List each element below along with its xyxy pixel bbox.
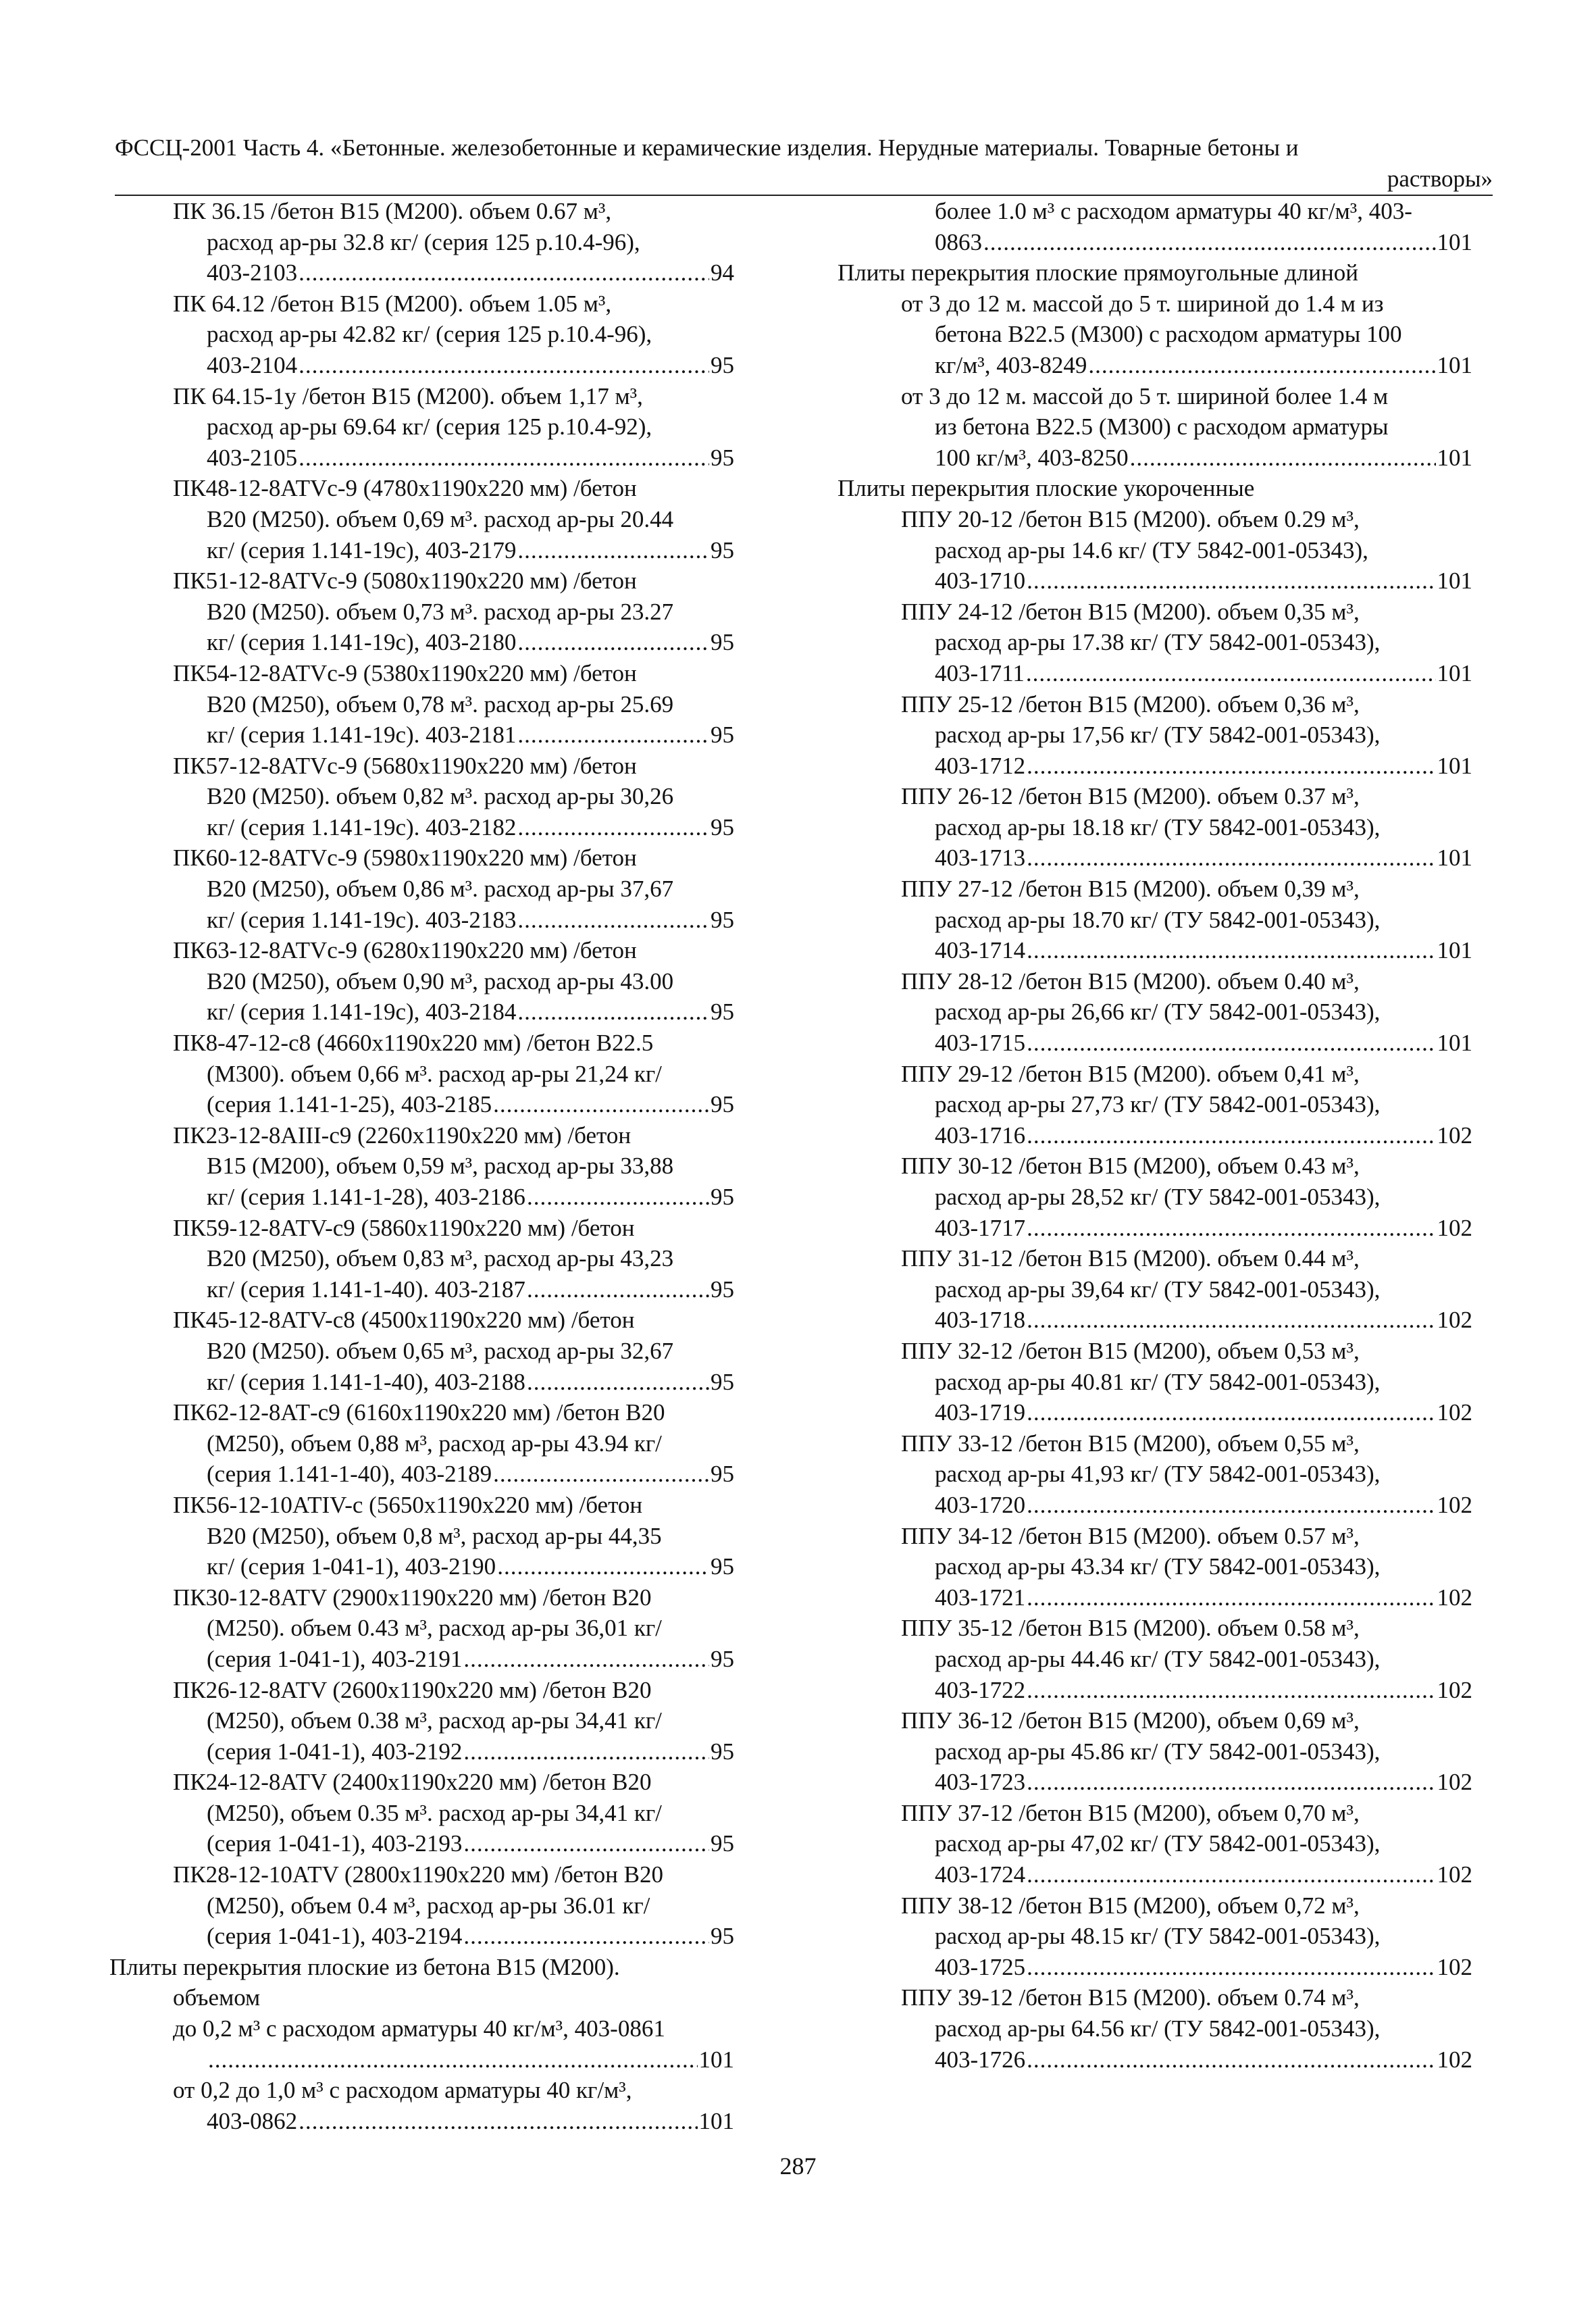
entry-text-line: ПК63-12-8АТVс-9 (6280х1190х220 мм) /бетон <box>173 937 637 964</box>
page-ref: 101 <box>1437 351 1472 378</box>
entry-code: кг/ (серия 1.141-19с), 403-2184 <box>207 999 517 1026</box>
index-entry <box>109 1490 734 1582</box>
header-line-2: растворы» <box>1387 166 1493 192</box>
dot-leader <box>1130 443 1436 474</box>
page-ref: 101 <box>698 2107 734 2134</box>
entry-code: кг/ (серия 1.141-19с). 403-2182 <box>207 813 517 840</box>
entry-text-line: ПК 64.15-1у /бетон В15 (М200). объем 1,17 м³, <box>173 382 643 409</box>
entry-text-line: из бетона В22.5 (М300) с расходом арматуры <box>935 413 1389 441</box>
entry-tail-row <box>838 1490 1472 1521</box>
entry-tail-row <box>109 1551 734 1582</box>
dot-leader <box>493 1089 709 1120</box>
page-ref: 95 <box>711 906 734 933</box>
entry-text-line: В20 (М250), объем 0,78 м³. расход ар-ры 25.69 <box>207 690 674 718</box>
entry-tail-row <box>838 1305 1472 1336</box>
page-ref: 101 <box>698 2046 734 2073</box>
index-entry <box>838 1428 1472 1521</box>
page-ref: 101 <box>1437 1030 1472 1057</box>
index-entry <box>838 1521 1472 1613</box>
entry-tail-row <box>838 1675 1472 1706</box>
entry-text-line: ПК 64.12 /бетон В15 (М200). объем 1.05 м³, <box>173 290 612 317</box>
entry-code: 403-1719 <box>935 1399 1026 1426</box>
entry-text-line: ППУ 29-12 /бетон В15 (М200). объем 0,41 м³, <box>901 1060 1360 1087</box>
index-entry <box>109 1397 734 1490</box>
entry-code: 100 кг/м³, 403-8250 <box>935 444 1129 471</box>
entry-code: 403-2105 <box>207 444 298 471</box>
entry-code: 403-0862 <box>207 2107 298 2134</box>
dot-leader <box>1027 1120 1435 1151</box>
index-entry <box>109 288 734 381</box>
entry-text-line: ППУ 20-12 /бетон В15 (М200). объем 0.29 м³, <box>901 505 1360 532</box>
page-ref: 95 <box>711 1184 734 1210</box>
entry-text-line: расход ар-ры 45.86 кг/ (ТУ 5842-001-05343), <box>935 1738 1381 1765</box>
dot-leader <box>463 1921 709 1952</box>
page-ref: 94 <box>711 259 734 286</box>
page-ref: 95 <box>711 1276 734 1303</box>
index-entry <box>109 1213 734 1305</box>
entry-text-line: расход ар-ры 17,56 кг/ (ТУ 5842-001-05343), <box>935 722 1381 749</box>
entry-text-line: В20 (М250), объем 0,83 м³, расход ар-ры 43,23 <box>207 1245 674 1272</box>
entry-tail-row <box>109 2106 734 2137</box>
entry-text-line: расход ар-ры 18.18 кг/ (ТУ 5842-001-05343), <box>935 813 1381 840</box>
entry-text-line: от 3 до 12 м. массой до 5 т. шириной до 1.4 м из <box>901 290 1384 317</box>
page-ref: 102 <box>1437 1399 1472 1426</box>
entry-tail-row <box>838 1859 1472 1890</box>
entry-code: 403-1724 <box>935 1861 1026 1888</box>
group-heading-line: Плиты перекрытия плоские прямоугольные длиной <box>838 259 1358 286</box>
entry-text-line: ПК57-12-8АТVс-9 (5680х1190х220 мм) /бетон <box>173 752 637 779</box>
entry-text-line: ППУ 33-12 /бетон В15 (М200), объем 0,55 м³, <box>901 1430 1360 1457</box>
entry-text-line: (М300). объем 0,66 м³. расход ар-ры 21,24 кг/ <box>207 1060 662 1087</box>
index-entry <box>838 966 1472 1059</box>
entry-text-line: расход ар-ры 41,93 кг/ (ТУ 5842-001-05343), <box>935 1461 1381 1488</box>
page-ref: 101 <box>1437 752 1472 779</box>
page-ref: 101 <box>1437 659 1472 686</box>
entry-text-line: расход ар-ры 14.6 кг/ (ТУ 5842-001-05343), <box>935 536 1368 563</box>
entry-text-line: ПК54-12-8АТVс-9 (5380х1190х220 мм) /бетон <box>173 659 637 686</box>
entry-text-line: ПК26-12-8АТV (2600х1190х220 мм) /бетон В20 <box>173 1676 652 1703</box>
dot-leader <box>983 227 1436 258</box>
index-entry <box>109 2075 734 2136</box>
entry-tail-row <box>838 1582 1472 1613</box>
entry-tail-row <box>838 1213 1472 1244</box>
entry-code: кг/ (серия 1.141-19с). 403-2181 <box>207 722 517 749</box>
group-heading-line: объемом <box>173 1984 261 2011</box>
entry-tail-row <box>109 1459 734 1490</box>
entry-code: кг/ (серия 1.141-1-28), 403-2186 <box>207 1184 525 1210</box>
dot-leader <box>1027 1028 1435 1059</box>
page-ref: 95 <box>711 1091 734 1118</box>
entry-tail-row <box>838 443 1472 474</box>
index-entry <box>838 1059 1472 1151</box>
index-entry <box>109 473 734 565</box>
group-heading-line: Плиты перекрытия плоские из бетона В15 (М200). <box>109 1953 620 1980</box>
index-entry <box>109 935 734 1028</box>
entry-text-line: от 3 до 12 м. массой до 5 т. шириной более 1.4 м <box>901 382 1389 409</box>
page-ref: 95 <box>711 999 734 1026</box>
entry-text-line: (М250), объем 0.4 м³, расход ар-ры 36.01 кг/ <box>207 1892 650 1919</box>
page-ref: 102 <box>1437 1307 1472 1334</box>
entry-text-line: ППУ 28-12 /бетон В15 (М200). объем 0.40 м³, <box>901 967 1360 995</box>
entry-code: 403-1711 <box>935 659 1025 686</box>
page-ref: 102 <box>1437 1491 1472 1518</box>
entry-text-line: В20 (М250). объем 0,82 м³. расход ар-ры 30,26 <box>207 783 674 810</box>
header-line-1: ФССЦ-2001 Часть 4. «Бетонные. железобетонные и керамические изделия. Нерудные материалы. Товарные бетоны и <box>115 134 1299 161</box>
entry-tail-row <box>838 1120 1472 1151</box>
entry-tail-row <box>109 720 734 751</box>
dot-leader <box>1027 1859 1435 1890</box>
entry-tail-row <box>109 1274 734 1305</box>
entry-text-line: ПК51-12-8АТVс-9 (5080х1190х220 мм) /бетон <box>173 568 637 595</box>
entry-code: 0863 <box>935 228 982 255</box>
index-entry <box>109 842 734 935</box>
dot-leader <box>299 350 709 381</box>
dot-leader <box>299 257 709 288</box>
entry-tail-row <box>109 535 734 566</box>
entry-tail-row <box>838 935 1472 966</box>
entry-tail-row <box>109 812 734 843</box>
entry-text-line: расход ар-ры 44.46 кг/ (ТУ 5842-001-05343), <box>935 1645 1381 1672</box>
entry-text-line: расход ар-ры 69.64 кг/ (серия 125 р.10.4-92), <box>207 413 652 441</box>
entry-text-line: ПК28-12-10АТV (2800х1190х220 мм) /бетон В20 <box>173 1861 663 1888</box>
index-entry <box>838 1890 1472 1983</box>
entry-text-line: В20 (М250). объем 0,73 м³. расход ар-ры 23.27 <box>207 598 674 625</box>
entry-tail-row <box>109 1089 734 1120</box>
index-entry <box>838 1613 1472 1705</box>
entry-text-line: ППУ 27-12 /бетон В15 (М200). объем 0,39 м³, <box>901 876 1360 903</box>
entry-tail-row <box>109 350 734 381</box>
index-entry <box>109 1305 734 1397</box>
index-entry <box>838 1798 1472 1890</box>
page-ref: 95 <box>711 351 734 378</box>
entry-code: 403-1726 <box>935 2046 1026 2073</box>
group-heading <box>109 1952 734 2013</box>
index-entry <box>838 196 1472 257</box>
dot-leader <box>517 997 709 1028</box>
entry-code: кг/ (серия 1.141-19с). 403-2183 <box>207 906 517 933</box>
dot-leader <box>527 1274 709 1305</box>
page-ref: 101 <box>1437 845 1472 872</box>
page-ref: 95 <box>711 813 734 840</box>
entry-tail-row <box>838 2044 1472 2076</box>
dot-leader <box>517 627 709 658</box>
index-entry <box>838 1982 1472 2075</box>
page-ref: 102 <box>1437 1953 1472 1980</box>
entry-text-line: от 0,2 до 1,0 м³ с расходом арматуры 40 кг/м³, <box>173 2077 632 2104</box>
index-entry <box>838 597 1472 689</box>
index-entry <box>109 1028 734 1120</box>
entry-tail-row <box>109 2044 734 2076</box>
entry-tail-row <box>109 1644 734 1675</box>
index-entry <box>109 381 734 474</box>
entry-code: 403-1721 <box>935 1584 1026 1611</box>
index-entry <box>109 2013 734 2075</box>
page-ref: 101 <box>1437 444 1472 471</box>
index-entry <box>838 874 1472 966</box>
index-entry <box>838 1705 1472 1798</box>
entry-text-line: расход ар-ры 40.81 кг/ (ТУ 5842-001-05343), <box>935 1368 1381 1395</box>
entry-tail-row <box>109 1921 734 1952</box>
dot-leader <box>1027 1675 1435 1706</box>
dot-leader <box>463 1736 709 1767</box>
entry-text-line: бетона В22.5 (М300) с расходом арматуры 100 <box>935 321 1402 348</box>
page-ref: 102 <box>1437 2046 1472 2073</box>
entry-text-line: В20 (М250), объем 0,86 м³. расход ар-ры 37,67 <box>207 876 674 903</box>
entry-tail-row <box>109 1182 734 1213</box>
index-entry <box>838 381 1472 474</box>
dot-leader <box>1027 842 1435 874</box>
page-ref: 102 <box>1437 1122 1472 1149</box>
entry-text-line: ППУ 26-12 /бетон В15 (М200). объем 0.37 м³, <box>901 783 1360 810</box>
index-entry <box>109 1859 734 1952</box>
entry-tail-row <box>838 350 1472 381</box>
entry-text-line: расход ар-ры 42.82 кг/ (серия 125 р.10.4-96), <box>207 321 652 348</box>
entry-tail-row <box>838 1952 1472 1983</box>
index-entry <box>838 689 1472 782</box>
entry-code: 403-2104 <box>207 351 298 378</box>
entry-text-line: ППУ 36-12 /бетон В15 (М200), объем 0,69 м³, <box>901 1707 1360 1734</box>
entry-tail-row <box>838 1767 1472 1798</box>
page-ref: 95 <box>711 1738 734 1765</box>
page-ref: 95 <box>711 444 734 471</box>
entry-code: (серия 1-041-1), 403-2193 <box>207 1830 463 1857</box>
dot-leader <box>1026 658 1436 689</box>
page-ref: 101 <box>1437 937 1472 964</box>
index-entry <box>109 751 734 843</box>
page-ref: 95 <box>711 722 734 749</box>
entry-code: (серия 1-041-1), 403-2191 <box>207 1645 463 1672</box>
index-entry <box>109 658 734 751</box>
entry-code: 403-1723 <box>935 1769 1026 1796</box>
entry-tail-row <box>838 658 1472 689</box>
dot-leader <box>299 2106 697 2137</box>
dot-leader <box>517 535 709 566</box>
dot-leader <box>463 1644 709 1675</box>
entry-tail-row <box>109 1736 734 1767</box>
dot-leader <box>463 1828 709 1859</box>
index-entry <box>109 1120 734 1213</box>
dot-leader <box>517 905 709 936</box>
dot-leader <box>1027 1952 1435 1983</box>
entry-text-line: ПК60-12-8АТVс-9 (5980х1190х220 мм) /бетон <box>173 845 637 872</box>
entry-text-line: ППУ 35-12 /бетон В15 (М200). объем 0.58 м³, <box>901 1615 1360 1642</box>
dot-leader <box>493 1459 709 1490</box>
page-ref: 101 <box>1437 568 1472 595</box>
dot-leader <box>1027 1305 1435 1336</box>
page-ref: 102 <box>1437 1769 1472 1796</box>
entry-text-line: (М250), объем 0.38 м³, расход ар-ры 34,41 кг/ <box>207 1707 662 1734</box>
entry-text-line: ППУ 31-12 /бетон В15 (М200). объем 0.44 м³, <box>901 1245 1360 1272</box>
entry-text-line: расход ар-ры 47,02 кг/ (ТУ 5842-001-05343), <box>935 1830 1381 1857</box>
page-ref: 102 <box>1437 1676 1472 1703</box>
entry-tail-row <box>838 842 1472 874</box>
page-ref: 95 <box>711 1368 734 1395</box>
entry-code: кг/ (серия 1-041-1), 403-2190 <box>207 1553 496 1580</box>
dot-leader <box>1027 565 1435 597</box>
index-entry <box>838 1243 1472 1336</box>
entry-code: 403-1720 <box>935 1491 1026 1518</box>
entry-text-line: ППУ 24-12 /бетон В15 (М200). объем 0,35 м³, <box>901 598 1360 625</box>
entry-text-line: расход ар-ры 26,66 кг/ (ТУ 5842-001-05343), <box>935 999 1381 1026</box>
dot-leader <box>517 720 709 751</box>
entry-text-line: ППУ 34-12 /бетон В15 (М200). объем 0.57 м³, <box>901 1522 1360 1549</box>
entry-text-line: В20 (М250), объем 0,90 м³, расход ар-ры 43.00 <box>207 967 674 995</box>
dot-leader <box>1088 350 1435 381</box>
entry-tail-row <box>109 1828 734 1859</box>
entry-code: (серия 1-041-1), 403-2192 <box>207 1738 463 1765</box>
running-header <box>115 132 1493 195</box>
page-ref: 95 <box>711 1923 734 1950</box>
entry-code: 403-1717 <box>935 1214 1026 1241</box>
entry-text-line: до 0,2 м³ с расходом арматуры 40 кг/м³, 403-0861 <box>173 2015 665 2042</box>
entry-text-line: расход ар-ры 28,52 кг/ (ТУ 5842-001-05343), <box>935 1184 1381 1210</box>
entry-code: 403-1716 <box>935 1122 1026 1149</box>
entry-code: кг/ (серия 1.141-1-40). 403-2187 <box>207 1276 525 1303</box>
entry-text-line: (М250). объем 0.43 м³, расход ар-ры 36,01 кг/ <box>207 1615 662 1642</box>
entry-text-line: В20 (М250). объем 0,69 м³. расход ар-ры 20.44 <box>207 505 674 532</box>
entry-tail-row <box>109 627 734 658</box>
entry-text-line: расход ар-ры 17.38 кг/ (ТУ 5842-001-05343), <box>935 629 1381 656</box>
index-entry <box>838 1151 1472 1243</box>
dot-leader <box>1027 751 1435 782</box>
entry-text-line: (М250), объем 0.35 м³. расход ар-ры 34,41 кг/ <box>207 1799 662 1826</box>
index-entry <box>109 196 734 288</box>
entry-code: кг/м³, 403-8249 <box>935 351 1087 378</box>
index-entry <box>109 1582 734 1675</box>
entry-code: кг/ (серия 1.141-19с), 403-2180 <box>207 629 517 656</box>
page-ref: 95 <box>711 1461 734 1488</box>
entry-code: (серия 1.141-1-40), 403-2189 <box>207 1461 492 1488</box>
entry-text-line: В20 (М250). объем 0,65 м³, расход ар-ры 32,67 <box>207 1337 674 1364</box>
entry-code: 403-1712 <box>935 752 1026 779</box>
index-entry <box>838 1336 1472 1428</box>
entry-text-line: ПК 36.15 /бетон В15 (М200). объем 0.67 м³, <box>173 198 612 224</box>
entry-code: 403-2103 <box>207 259 298 286</box>
dot-leader <box>497 1551 709 1582</box>
left-column <box>109 196 734 2136</box>
group-heading <box>838 473 1472 504</box>
entry-code: 403-1714 <box>935 937 1026 964</box>
entry-text-line: расход ар-ры 64.56 кг/ (ТУ 5842-001-05343), <box>935 2015 1381 2042</box>
index-entry <box>838 504 1472 597</box>
entry-text-line: более 1.0 м³ с расходом арматуры 40 кг/м³, 403- <box>935 198 1412 224</box>
entry-text-line: В15 (М200), объем 0,59 м³, расход ар-ры 33,88 <box>207 1153 674 1180</box>
entry-tail-row <box>838 227 1472 258</box>
page-number: 287 <box>779 2153 817 2180</box>
entry-text-line: ПК45-12-8АТV-с8 (4500х1190х220 мм) /бетон <box>173 1307 635 1334</box>
dot-leader <box>527 1182 709 1213</box>
page-ref: 95 <box>711 629 734 656</box>
entry-text-line: ППУ 39-12 /бетон В15 (М200). объем 0.74 м³, <box>901 1984 1360 2011</box>
entry-text-line: (М250), объем 0,88 м³, расход ар-ры 43.94 кг/ <box>207 1430 662 1457</box>
entry-text-line: ПК48-12-8АТVс-9 (4780х1190х220 мм) /бетон <box>173 475 637 502</box>
right-column <box>838 196 1472 2075</box>
entry-text-line: расход ар-ры 27,73 кг/ (ТУ 5842-001-05343), <box>935 1091 1381 1118</box>
entry-text-line: расход ар-ры 39,64 кг/ (ТУ 5842-001-05343), <box>935 1276 1381 1303</box>
entry-text-line: расход ар-ры 43.34 кг/ (ТУ 5842-001-05343), <box>935 1553 1381 1580</box>
entry-text-line: ПК59-12-8АТV-с9 (5860х1190х220 мм) /бетон <box>173 1214 635 1241</box>
entry-text-line: ПК56-12-10АТIV-с (5650х1190х220 мм) /бетон <box>173 1491 643 1518</box>
page-ref: 95 <box>711 1645 734 1672</box>
dot-leader <box>1027 1767 1435 1798</box>
entry-code: (серия 1.141-1-25), 403-2185 <box>207 1091 492 1118</box>
entry-text-line: ППУ 37-12 /бетон В15 (М200), объем 0,70 м³, <box>901 1799 1360 1826</box>
entry-code: кг/ (серия 1.141-19с), 403-2179 <box>207 536 517 563</box>
entry-text-line: ПК24-12-8АТV (2400х1190х220 мм) /бетон В20 <box>173 1769 652 1796</box>
index-entry <box>838 288 1472 381</box>
entry-code: 403-1722 <box>935 1676 1026 1703</box>
entry-text-line: расход ар-ры 18.70 кг/ (ТУ 5842-001-05343), <box>935 906 1381 933</box>
group-heading <box>838 257 1472 288</box>
entry-code: 403-1718 <box>935 1307 1026 1334</box>
entry-tail-row <box>109 997 734 1028</box>
dot-leader <box>1027 1490 1435 1521</box>
page-ref: 95 <box>711 1553 734 1580</box>
page-ref: 95 <box>711 1830 734 1857</box>
entry-text-line: ППУ 25-12 /бетон В15 (М200). объем 0,36 м³, <box>901 690 1360 718</box>
entry-text-line: ППУ 38-12 /бетон В15 (М200), объем 0,72 м³, <box>901 1892 1360 1919</box>
dot-leader <box>299 443 709 474</box>
entry-tail-row <box>109 257 734 288</box>
dot-leader <box>208 2044 698 2076</box>
entry-code: 403-1713 <box>935 845 1026 872</box>
entry-code: 403-1725 <box>935 1953 1026 1980</box>
entry-text-line: ППУ 32-12 /бетон В15 (М200), объем 0,53 м³, <box>901 1337 1360 1364</box>
entry-text-line: расход ар-ры 32.8 кг/ (серия 125 р.10.4-96), <box>207 228 640 255</box>
dot-leader <box>1027 1582 1435 1613</box>
page-ref: 102 <box>1437 1584 1472 1611</box>
dot-leader <box>527 1367 709 1398</box>
page-ref: 101 <box>1437 228 1472 255</box>
index-entry <box>109 565 734 658</box>
dot-leader <box>517 812 709 843</box>
group-heading-line: Плиты перекрытия плоские укороченные <box>838 475 1255 502</box>
entry-text-line: ПК30-12-8АТV (2900х1190х220 мм) /бетон В20 <box>173 1584 652 1611</box>
dot-leader <box>1027 2044 1435 2076</box>
page-ref: 102 <box>1437 1861 1472 1888</box>
page-ref: 95 <box>711 536 734 563</box>
entry-text-line: ППУ 30-12 /бетон В15 (М200), объем 0.43 м³, <box>901 1153 1360 1180</box>
dot-leader <box>1027 1213 1435 1244</box>
entry-tail-row <box>109 443 734 474</box>
dot-leader <box>1027 935 1435 966</box>
entry-code: 403-1710 <box>935 568 1026 595</box>
entry-text-line: В20 (М250), объем 0,8 м³, расход ар-ры 44,35 <box>207 1522 662 1549</box>
entry-code: кг/ (серия 1.141-1-40), 403-2188 <box>207 1368 525 1395</box>
entry-tail-row <box>838 1028 1472 1059</box>
entry-text-line: расход ар-ры 48.15 кг/ (ТУ 5842-001-05343), <box>935 1923 1381 1950</box>
entry-tail-row <box>838 1397 1472 1428</box>
index-entry <box>109 1767 734 1859</box>
page-ref: 102 <box>1437 1214 1472 1241</box>
entry-tail-row <box>109 905 734 936</box>
entry-text-line: ПК23-12-8АIII-с9 (2260х1190х220 мм) /бетон <box>173 1122 632 1149</box>
index-entry <box>109 1675 734 1767</box>
entry-code: (серия 1-041-1), 403-2194 <box>207 1923 463 1950</box>
entry-tail-row <box>109 1367 734 1398</box>
index-entry <box>838 781 1472 874</box>
entry-text-line: ПК62-12-8АТ-с9 (6160х1190х220 мм) /бетон В20 <box>173 1399 665 1426</box>
entry-text-line: ПК8-47-12-с8 (4660х1190х220 мм) /бетон В22.5 <box>173 1030 654 1057</box>
entry-code: 403-1715 <box>935 1030 1026 1057</box>
entry-tail-row <box>838 751 1472 782</box>
entry-tail-row <box>838 565 1472 597</box>
dot-leader <box>1027 1397 1435 1428</box>
